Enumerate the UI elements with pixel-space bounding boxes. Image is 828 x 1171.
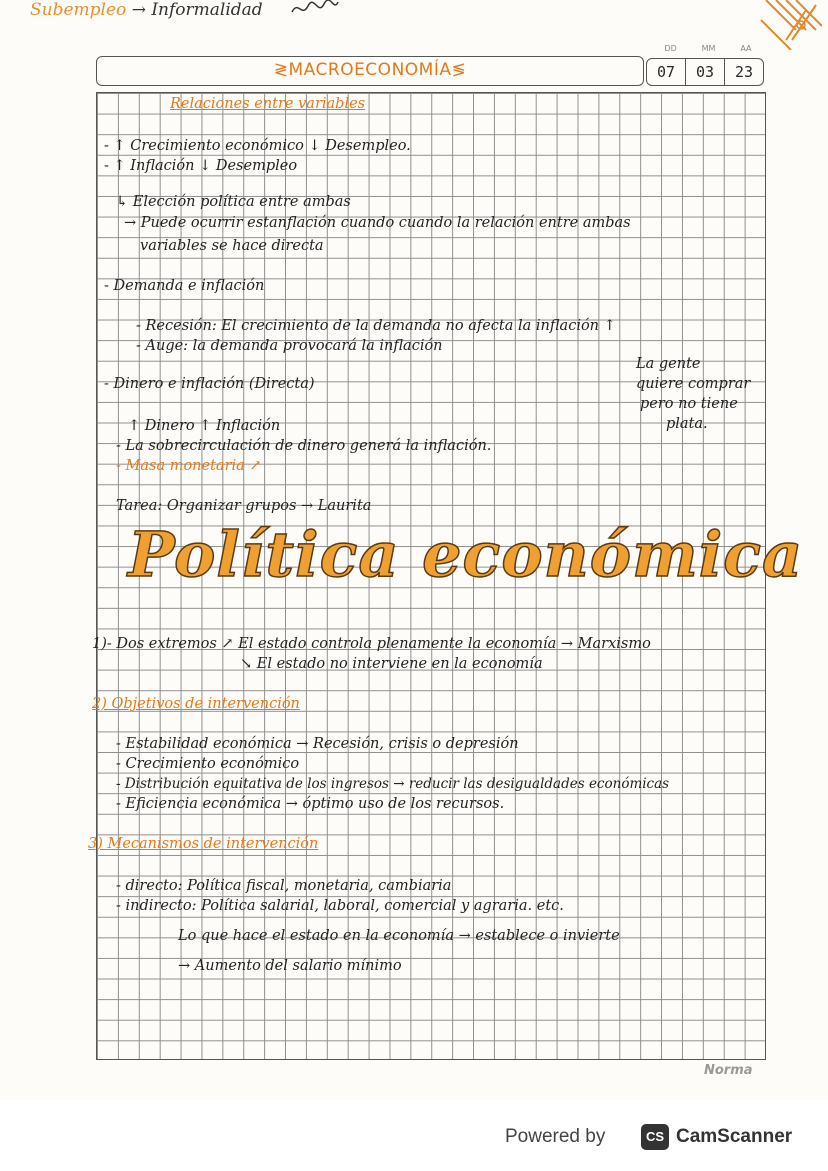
- camscanner-icon: CS: [641, 1124, 669, 1150]
- camscanner-name: CamScanner: [676, 1126, 793, 1147]
- date-year: 23: [734, 63, 754, 81]
- date-month: 03: [686, 59, 725, 85]
- scribble-icon: [290, 0, 340, 20]
- top-note-arrow: →: [131, 0, 146, 20]
- note-line: variables se hace directa: [140, 238, 324, 254]
- note-line: ↘ El estado no interviene en la economía: [240, 656, 543, 672]
- note-line: - indirecto: Política salarial, laboral, comercial y agraria. etc.: [116, 898, 564, 914]
- note-line: ↳ Elección política entre ambas: [116, 194, 351, 210]
- note-line: - ↑ Crecimiento económico ↓ Desempleo.: [104, 138, 411, 154]
- note-line: Tarea: Organizar grupos → Laurita: [116, 498, 372, 514]
- heading-relaciones: Relaciones entre variables: [170, 96, 366, 112]
- date-label-month: MM: [701, 44, 716, 53]
- note-line: Lo que hace el estado en la economía → establece o invierte: [178, 928, 620, 944]
- brand-logo: Norma: [704, 1063, 753, 1078]
- note-line: - Distribución equitativa de los ingresos → reducir las desigualdades económicas: [116, 776, 670, 792]
- note-line: → Puede ocurrir estanflación cuando cuando la relación entre ambas: [124, 215, 631, 231]
- heading-objetivos: 2) Objetivos de intervención: [92, 696, 300, 712]
- top-note: [30, 0, 263, 20]
- note-line: - Crecimiento económico: [116, 756, 300, 772]
- side-note-4: plata.: [666, 416, 708, 432]
- side-note-3: pero no tiene: [640, 396, 738, 412]
- note-line: - La sobrecirculación de dinero generá la inflación.: [116, 438, 492, 454]
- decoration-icon: [756, 0, 822, 50]
- note-line: → Aumento del salario mínimo: [178, 958, 402, 974]
- top-note-right: Informalidad: [151, 0, 263, 20]
- note-line: - Auge: la demanda provocará la inflación: [136, 338, 443, 354]
- note-line: - Demanda e inflación: [104, 278, 265, 294]
- note-line: - Recesión: El crecimiento de la demanda no afecta la inflación ↑: [136, 318, 616, 334]
- powered-by-text: Powered by: [505, 1126, 606, 1147]
- note-line: ↑ Dinero ↑ Inflación: [128, 418, 281, 434]
- note-line: - directo: Política fiscal, monetaria, cambiaria: [116, 878, 452, 894]
- note-line: - Eficiencia económica → óptimo uso de los recursos.: [116, 796, 505, 812]
- date-labels: [652, 44, 764, 53]
- date-day: 07: [647, 59, 686, 85]
- big-title: Política económica: [128, 518, 804, 591]
- note-line: - Estabilidad económica → Recesión, crisis o depresión: [116, 736, 519, 752]
- note-line: - Masa monetaria ↗: [116, 458, 262, 474]
- side-note-2: quiere comprar: [636, 376, 751, 392]
- note-line: - Dinero e inflación (Directa): [104, 376, 315, 392]
- heading-mecanismos: 3) Mecanismos de intervención: [88, 836, 319, 852]
- title-box: [96, 56, 644, 86]
- note-line: - ↑ Inflación ↓ Desempleo: [104, 158, 298, 174]
- date-label-year: AA: [740, 44, 752, 53]
- top-note-left: Subempleo: [30, 0, 127, 20]
- note-line: 1)- Dos extremos ↗ El estado controla plenamente la economía → Marxismo: [92, 636, 651, 652]
- date-label-day: DD: [664, 44, 677, 53]
- side-note-1: La gente: [636, 356, 701, 372]
- page-title: ≷MACROECONOMÍA≶: [273, 60, 467, 80]
- date-box: [646, 58, 764, 86]
